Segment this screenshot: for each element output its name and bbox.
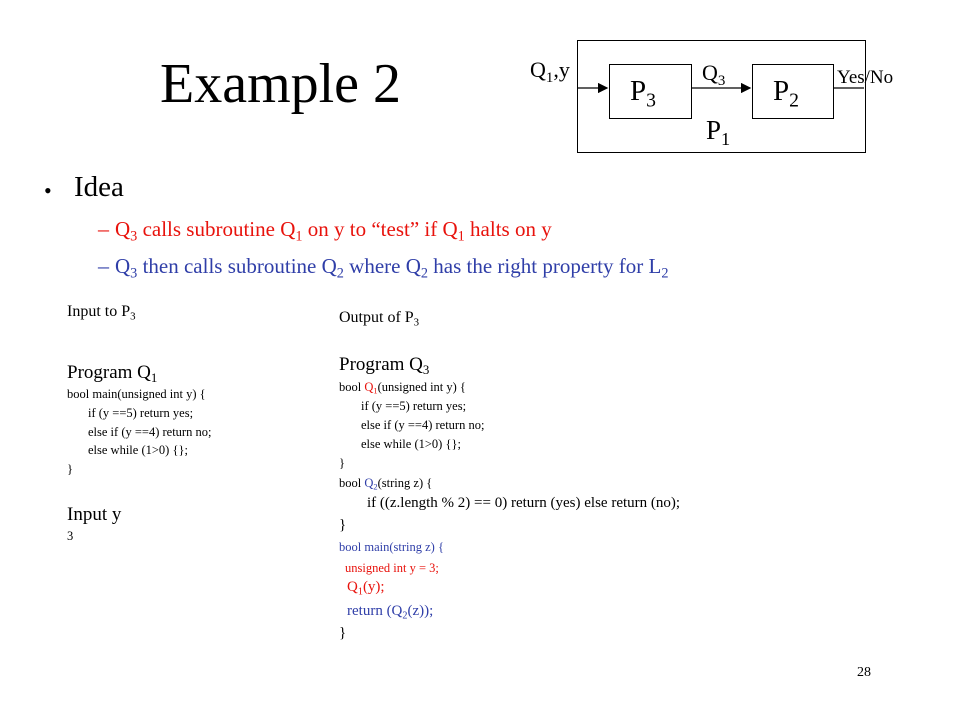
main-line-1: unsigned int y = 3; [345, 561, 439, 575]
p2-label: $P_2$ [773, 75, 799, 112]
q2-body: if ((z.length % 2) == 0) return (yes) else return (no); [367, 495, 681, 511]
p1-label: $P_1$ [706, 115, 731, 149]
q1-body-line: else if (y ==4) return no; [361, 418, 485, 432]
main-close: } [339, 625, 347, 641]
bullet-idea: Idea [74, 171, 124, 203]
program-q3-label: Program $Q_3$ [339, 354, 430, 378]
q1-code-line: else while (1>0) {}; [88, 443, 188, 457]
input-y-value: 3 [67, 529, 74, 543]
q1-close: } [339, 456, 345, 470]
q1-code-line: } [67, 462, 73, 476]
p3-label: $P_3$ [630, 75, 656, 112]
output-of-p3-label: Output of $P_3$ [339, 309, 420, 329]
page-number: 28 [857, 665, 871, 680]
bullet-line-2: – $Q_3$ then calls subroutine $Q_2$ where $Q_2$ has the right property for $L_2$ [98, 253, 669, 282]
input-y-label: Input y [67, 504, 122, 525]
slide-title: Example 2 [160, 53, 402, 115]
q1-code-line: else if (y ==4) return no; [88, 425, 212, 439]
q2-close: } [339, 517, 347, 533]
program-q1-label: Program $Q_1$ [67, 362, 158, 386]
q2-signature: bool $Q_2(string$ z) { [339, 476, 433, 492]
input-to-p3-label: Input to $P_3$ [67, 303, 136, 323]
q1-signature: bool $Q_1(unsigned$ int y) { [339, 380, 466, 396]
q3-label: $Q_3$ [702, 60, 726, 89]
input-label: $Q_1,y$ [530, 57, 570, 86]
bullet-line-1: – $Q_3$ calls subroutine $Q_1$ on y to “test” if $Q_1$ halts on y [98, 216, 552, 245]
main-line-2: $Q_1(y)$; [347, 579, 385, 598]
bullet-dot: • [44, 178, 52, 203]
diagram-arrows [0, 0, 960, 200]
q1-code-line: if (y ==5) return yes; [88, 406, 194, 420]
output-label: Yes/No [837, 67, 894, 88]
q1-code-line: bool main(unsigned int y) { [67, 387, 206, 401]
main-line-3: return $(Q_2(z))$; [347, 603, 434, 622]
main-signature: bool main(string z) { [339, 540, 444, 554]
q1-body-line: if (y ==5) return yes; [361, 399, 467, 413]
q1-body-line: else while (1>0) {}; [361, 437, 461, 451]
